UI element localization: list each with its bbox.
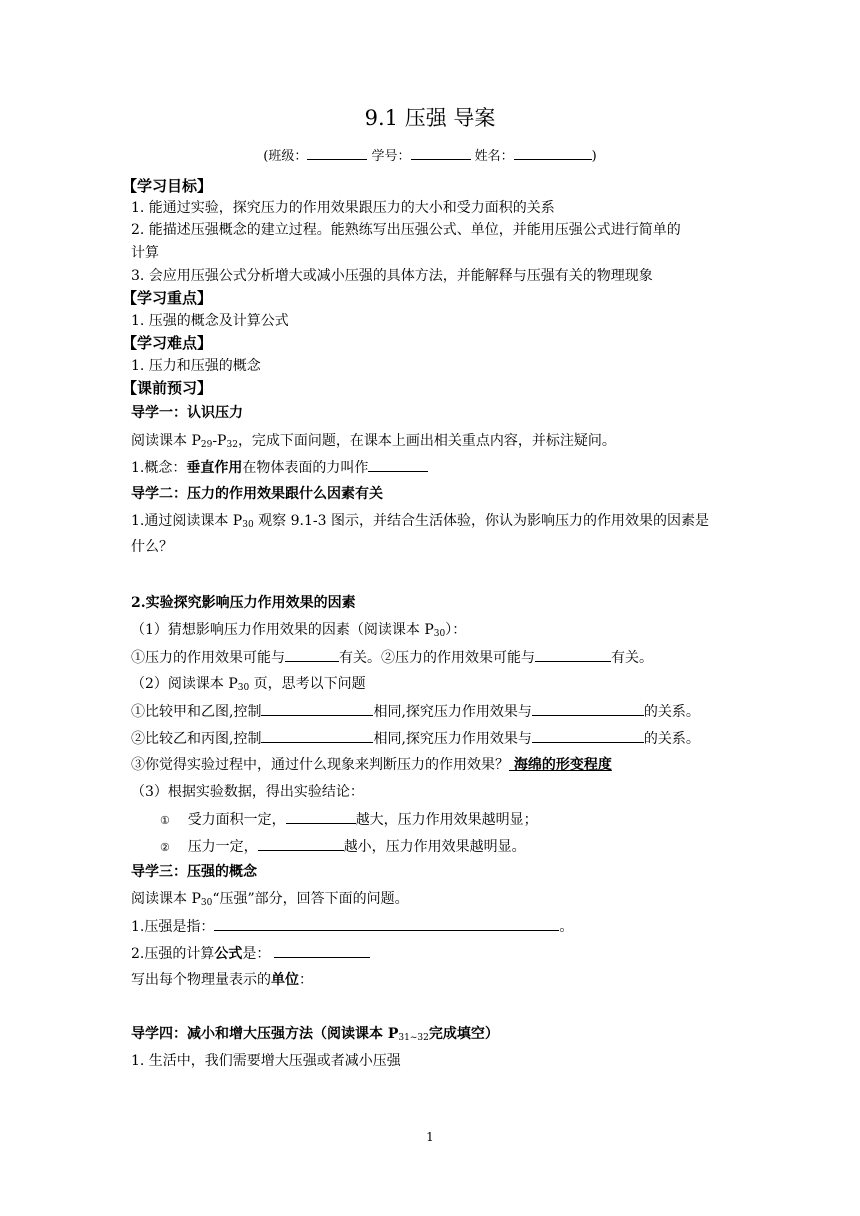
formula-blank[interactable] [274, 943, 370, 958]
guide2-title: 导学二：压力的作用效果跟什么因素有关 [131, 486, 383, 502]
guide1-title: 导学一：认识压力 [131, 405, 243, 421]
guide2-q1-cont: 什么？ [131, 539, 173, 555]
guess-line: （1）猜想影响压力作用效果的因素（阅读课本 $P_{30}$）： [131, 622, 467, 639]
conclusion-line: （3）根据实验数据，得出实验结论： [131, 784, 364, 800]
read2-line: （2）阅读课本 $P_{30}$ 页，思考以下问题 [131, 676, 366, 693]
compare2-line: ②比较乙和丙图,控制 相同,探究压力作用效果与 的关系。 [131, 728, 700, 749]
experiment-title: 2.实验探究影响压力作用效果的因素 [131, 595, 356, 611]
goal-item: 3. 会应用压强公式分析增大或减小压强的具体方法，并能解释与压强有关的物理现象 [131, 268, 653, 284]
concept-blank[interactable] [368, 457, 428, 472]
section-goals: 【学习目标】 [122, 177, 213, 195]
section-difficulty: 【学习难点】 [122, 334, 213, 352]
guess-blanks-line: ①压力的作用效果可能与 有关。②压力的作用效果可能与 有关。 [131, 647, 653, 668]
guess-blank-2[interactable] [535, 647, 611, 662]
definition-blank[interactable] [214, 916, 559, 931]
class-blank[interactable] [307, 145, 367, 160]
goal-item: 2. 能描述压强概念的建立过程。能熟练写出压强公式、单位，并能用压强公式进行简单的 [131, 222, 681, 238]
judge-line: ③你觉得实验过程中，通过什么现象来判断压力的作用效果？ 海绵的形变程度 [131, 757, 612, 773]
student-no-label: 学号： [367, 149, 411, 164]
guide1-concept: 1.概念：垂直作用在物体表面的力叫作 [131, 457, 428, 478]
guess-blank-1[interactable] [285, 647, 339, 662]
key-item: 1. 压强的概念及计算公式 [131, 313, 289, 329]
compare1-blank-2[interactable] [532, 701, 644, 716]
section-key: 【学习重点】 [122, 289, 213, 307]
conclusion-blank-2[interactable] [258, 836, 344, 851]
guide1-read: 阅读课本 $P_{29}-P_{32}$，完成下面问题，在课本上画出相关重点内容，并标注疑问。 [131, 433, 616, 450]
goal-item: 计算 [131, 245, 159, 261]
class-label: (班级： [263, 149, 308, 164]
student-no-blank[interactable] [411, 145, 471, 160]
pressure-definition: 1.压强是指： 。 [131, 916, 573, 937]
name-label: 姓名： [470, 149, 514, 164]
name-blank[interactable] [514, 145, 592, 160]
guide4-q1: 1. 生活中，我们需要增大压强或者减小压强 [131, 1053, 401, 1069]
guide2-q1: 1.通过阅读课本 $P_{30}$ 观察 9.1-3 图示，并结合生活体验，你认为影响压力的作用效果的因素是 [131, 513, 709, 530]
compare1-line: ①比较甲和乙图,控制 相同,探究压力作用效果与 的关系。 [131, 701, 700, 722]
compare2-blank-2[interactable] [532, 728, 644, 743]
class-close: ) [591, 149, 597, 164]
judge-answer: 海绵的形变程度 [509, 757, 612, 773]
conclusion-1: ① 受力面积一定， 越大，压力作用效果越明显； [160, 809, 538, 831]
page-number: 1 [426, 1130, 434, 1144]
difficulty-item: 1. 压力和压强的概念 [131, 358, 261, 374]
class-info-line [0, 145, 860, 166]
goal-item: 1. 能通过实验，探究压力的作用效果跟压力的大小和受力面积的关系 [131, 200, 555, 216]
guide3-title: 导学三：压强的概念 [131, 864, 257, 880]
conclusion-2: ② 压力一定， 越小，压力作用效果越明显。 [160, 836, 526, 858]
units-line: 写出每个物理量表示的单位： [131, 972, 313, 988]
conclusion-blank-1[interactable] [286, 809, 356, 824]
compare2-blank-1[interactable] [261, 728, 373, 743]
compare1-blank-1[interactable] [261, 701, 373, 716]
guide3-read: 阅读课本 $P_{30}“$压强”部分，回答下面的问题。 [131, 891, 409, 908]
section-preview: 【课前预习】 [122, 379, 213, 397]
pressure-formula: 2.压强的计算公式是： [131, 943, 370, 964]
guide4-title: 导学四：减小和增大压强方法（阅读课本 $P_{31\sim 32}$完成填空） [131, 1026, 499, 1043]
page-title: 9.1 压强 导案 [364, 106, 496, 130]
